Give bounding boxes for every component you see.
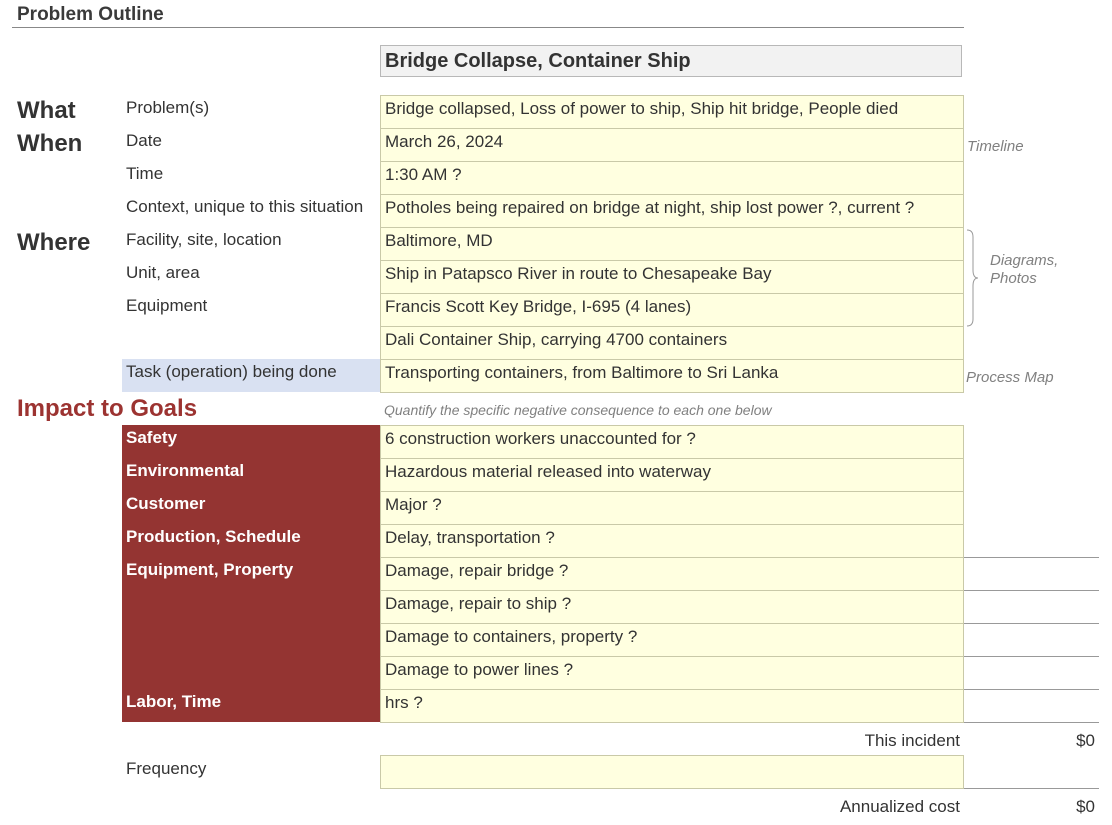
cost-line [964,689,1099,690]
impact-label-customer: Customer [126,494,206,513]
annualized-value: $0 [1076,797,1095,816]
row-value-unit[interactable]: Ship in Patapsco River in route to Chesapeake Bay [380,260,964,294]
photos-link[interactable]: Photos [990,270,1037,287]
row-value-context[interactable]: Potholes being repaired on bridge at night, ship lost power ?, current ? [380,194,964,228]
row-label-task: Task (operation) being done [122,359,380,392]
row-label-unit: Unit, area [126,263,200,282]
impact-note: Quantify the specific negative consequence to each one below [384,402,772,418]
row-label-equipment: Equipment [126,296,208,315]
row-value-facility[interactable]: Baltimore, MD [380,227,964,261]
impact-label-labor: Labor, Time [126,692,222,711]
row-value-task[interactable]: Transporting containers, from Baltimore to Sri Lanka [380,359,964,393]
case-title-field[interactable]: Bridge Collapse, Container Ship [380,45,962,77]
cost-line [964,623,1099,624]
impact-value-equipment-3[interactable]: Damage to containers, property ? [380,623,964,657]
section-when: When [17,130,83,157]
impact-value-environmental[interactable]: Hazardous material released into waterway [380,458,964,492]
cost-line [964,557,1099,558]
page-title: Problem Outline [17,4,164,25]
frequency-input[interactable] [380,755,964,789]
annualized-label: Annualized cost [839,797,960,816]
process-map-link[interactable]: Process Map [966,369,1054,386]
cost-line [964,656,1099,657]
impact-label-production: Production, Schedule [126,527,301,546]
section-impact: Impact to Goals [17,395,198,422]
this-incident-label: This incident [864,731,960,750]
cost-line [964,788,1099,789]
impact-value-production[interactable]: Delay, transportation ? [380,524,964,558]
impact-label-equipment: Equipment, Property [126,560,294,579]
row-value-equipment-1[interactable]: Francis Scott Key Bridge, I-695 (4 lanes) [380,293,964,327]
impact-label-safety: Safety [126,428,178,447]
cost-line [964,590,1099,591]
header-divider [12,27,964,28]
impact-value-equipment-2[interactable]: Damage, repair to ship ? [380,590,964,624]
impact-value-safety[interactable]: 6 construction workers unaccounted for ? [380,425,964,459]
row-label-problems: Problem(s) [126,98,210,117]
section-what: What [17,97,76,124]
impact-value-equipment-1[interactable]: Damage, repair bridge ? [380,557,964,591]
row-value-time[interactable]: 1:30 AM ? [380,161,964,195]
diagrams-link[interactable]: Diagrams, [990,252,1059,269]
row-label-date: Date [126,131,162,150]
brace-icon [966,229,978,327]
cost-line [964,722,1099,723]
impact-value-equipment-4[interactable]: Damage to power lines ? [380,656,964,690]
row-value-equipment-2[interactable]: Dali Container Ship, carrying 4700 containers [380,326,964,360]
row-value-problems[interactable]: Bridge collapsed, Loss of power to ship, Ship hit bridge, People died [380,95,964,129]
frequency-label: Frequency [126,759,207,778]
row-label-context: Context, unique to this situation [126,197,364,216]
row-value-date[interactable]: March 26, 2024 [380,128,964,162]
row-label-facility: Facility, site, location [126,230,282,249]
this-incident-value: $0 [1076,731,1095,750]
impact-value-labor[interactable]: hrs ? [380,689,964,723]
timeline-link[interactable]: Timeline [967,138,1024,155]
row-label-time: Time [126,164,164,183]
impact-label-environmental: Environmental [126,461,245,480]
impact-value-customer[interactable]: Major ? [380,491,964,525]
section-where: Where [17,229,91,256]
